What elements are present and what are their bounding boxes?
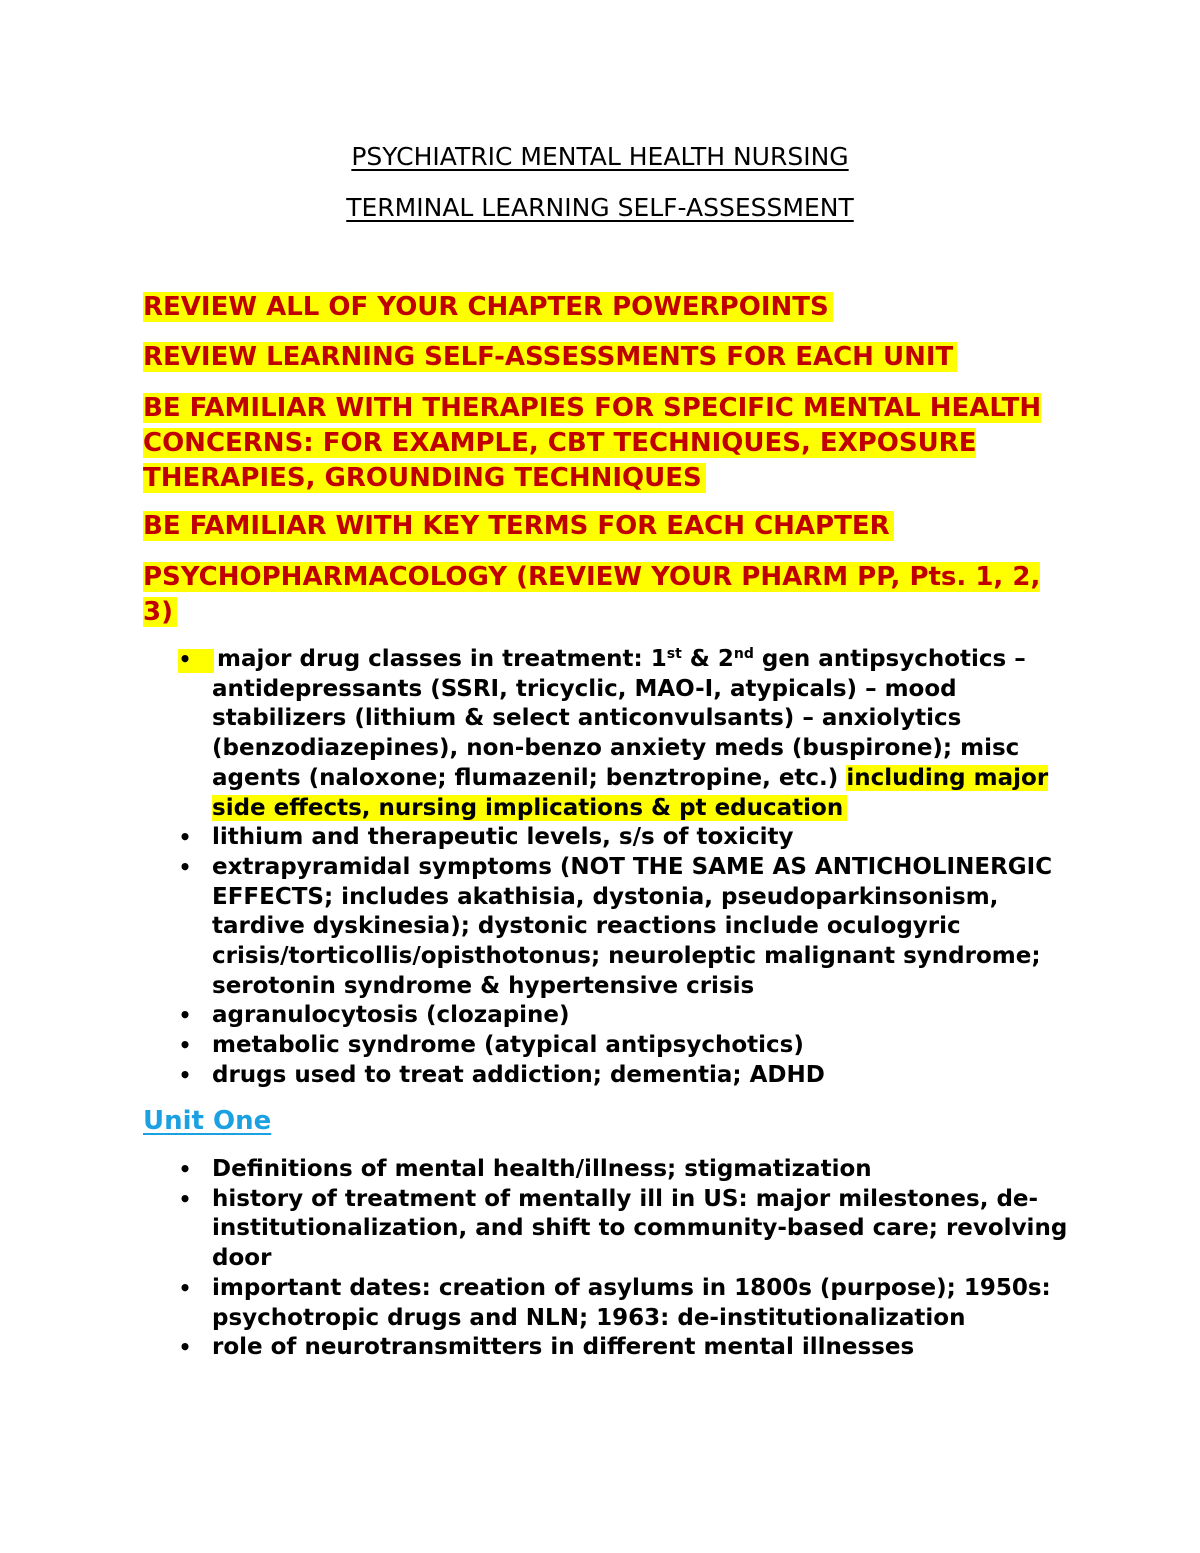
review-item-text: PSYCHOPHARMACOLOGY (REVIEW YOUR PHARM PP, Pts. 1, 2, 3) <box>143 562 1041 627</box>
list-item <box>0 853 1200 1002</box>
list-item <box>0 1333 1200 1363</box>
pharmacology-list <box>0 645 1200 1091</box>
bullet-icon: • <box>178 825 192 850</box>
list-item-text: role of neurotransmitters in different mental illnesses <box>212 1334 915 1361</box>
bullet-icon: • <box>178 1157 192 1181</box>
review-item-self-assessments <box>143 340 1083 375</box>
bullet-icon: • <box>178 854 192 879</box>
list-item-text: metabolic syndrome (atypical antipsychotics) <box>212 1032 804 1059</box>
list-item <box>0 1185 1200 1274</box>
review-item-text: BE FAMILIAR WITH THERAPIES FOR SPECIFIC MENTAL HEALTH CONCERNS: FOR EXAMPLE, CBT TECHNIQUES, EXPOSURE THERAPIES, GROUNDING TECHNIQUES <box>143 393 1042 493</box>
list-item <box>0 1061 1200 1091</box>
unit-one-heading: Unit One <box>143 1106 272 1136</box>
unit-one-list <box>0 1155 1200 1363</box>
text-segment: & 2 <box>681 646 734 672</box>
review-item-therapies <box>143 391 1083 496</box>
list-item <box>0 1155 1200 1185</box>
review-item-text: BE FAMILIAR WITH KEY TERMS FOR EACH CHAPTER <box>143 511 894 541</box>
document-title: PSYCHIATRIC MENTAL HEALTH NURSING <box>351 142 849 171</box>
superscript: nd <box>733 646 754 662</box>
document-subtitle: TERMINAL LEARNING SELF-ASSESSMENT <box>346 193 854 222</box>
review-item-key-terms <box>143 509 1083 544</box>
text-segment: major drug classes in treatment: 1 <box>217 646 667 672</box>
list-item-text: agranulocytosis (clozapine) <box>212 1002 570 1029</box>
list-item <box>0 823 1200 853</box>
list-item <box>0 1031 1200 1061</box>
list-item-text <box>212 646 1048 821</box>
bullet-icon: • <box>178 1186 192 1211</box>
review-item-psychopharmacology <box>143 560 1083 630</box>
list-item-text: important dates: creation of asylums in 1800s (purpose); 1950s: psychotropic drugs and NLN; 1963: de-institutionalization <box>212 1274 1051 1331</box>
review-item-text: REVIEW ALL OF YOUR CHAPTER POWERPOINTS <box>143 292 833 322</box>
bullet-icon: • <box>178 1062 192 1087</box>
list-item <box>0 645 1200 823</box>
bullet-icon: • <box>178 1335 192 1360</box>
list-item-text: lithium and therapeutic levels, s/s of toxicity <box>212 824 794 851</box>
superscript: st <box>666 646 682 662</box>
review-item-powerpoints <box>143 290 1083 325</box>
bullet-icon: • <box>178 647 192 671</box>
bullet-icon: • <box>178 1275 192 1300</box>
list-item <box>0 1001 1200 1031</box>
bullet-icon: • <box>178 1033 192 1058</box>
list-item-text: history of treatment of mentally ill in US: major milestones, de-institutionalization, and shift to community-based care; revolving door <box>212 1185 1068 1272</box>
list-item-text: extrapyramidal symptoms (NOT THE SAME AS ANTICHOLINERGIC EFFECTS; includes akathisia, dystonia, pseudoparkinsonism, tardive dyskinesia); dystonic reactions include oculogyric crisis/torticollis/opisthotonus; neuroleptic malignant syndrome; serotonin syndrome & hypertensive crisis <box>212 853 1053 999</box>
bullet-icon: • <box>178 1003 192 1028</box>
list-item-text: Definitions of mental health/illness; stigmatization <box>212 1156 872 1182</box>
text-segment: gen antipsychotics – antidepressants (SSRI, tricyclic, MAO-I, atypicals) – mood stabilizers (lithium & select anticonvulsants) – anxiolytics (benzodiazepines), non-benzo anxiety meds (buspirone); misc agents (naloxone; flumazenil; benztropine, etc.) <box>212 646 1026 791</box>
list-item <box>0 1274 1200 1333</box>
highlighted-text: including major side effects, nursing implications & pt education <box>212 764 1049 821</box>
list-item-text: drugs used to treat addiction; dementia; ADHD <box>212 1061 825 1088</box>
review-item-text: REVIEW LEARNING SELF-ASSESSMENTS FOR EACH UNIT <box>143 342 957 372</box>
